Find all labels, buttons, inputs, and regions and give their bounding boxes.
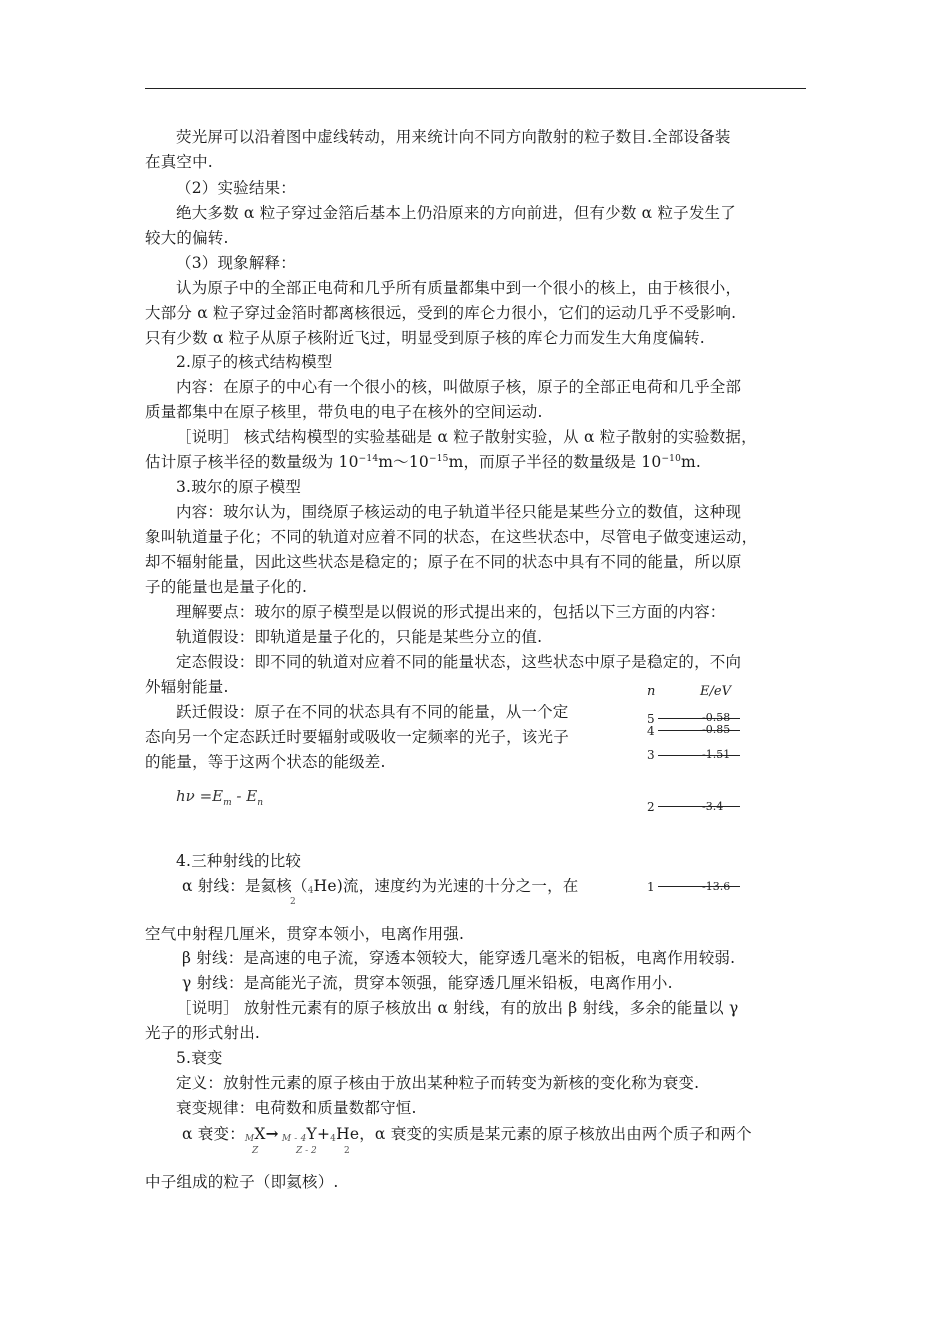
level-value: -3.4	[702, 800, 724, 813]
text-line: 绝大多数 α 粒子穿过金箔后基本上仍沿原来的方向前进，但有少数 α 粒子发生了	[176, 204, 736, 222]
diagram-header-energy: E/eV	[700, 684, 731, 699]
estimate-line: 估计原子核半径的数量级为 $10^{-14}m\sim 10^{-15}m$，而原子半径的数量级是 $10^{-10}m$.	[145, 453, 702, 471]
text-line: 轨道假设：即轨道是量子化的，只能是某些分立的值.	[176, 628, 543, 646]
text-line: 光子的形式射出.	[145, 1024, 261, 1042]
text-line: 衰变规律：电荷数和质量数都守恒.	[176, 1099, 417, 1117]
energy-level-diagram	[640, 680, 770, 900]
text-line: 象叫轨道量子化；不同的轨道对应着不同的状态，在这些状态中，尽管电子做变速运动，	[145, 528, 758, 546]
text-line: 内容：在原子的中心有一个很小的核，叫做原子核，原子的全部正电荷和几乎全部	[176, 378, 742, 396]
text-line: 的能量，等于这两个状态的能级差.	[145, 753, 386, 771]
level-number: 5	[647, 712, 655, 726]
section-heading: （3）现象解释：	[176, 254, 296, 272]
section-heading: 3.玻尔的原子模型	[176, 478, 302, 496]
x-charge-number: Z	[252, 1146, 259, 1156]
level-value: -13.6	[702, 880, 731, 893]
text-line: 质量都集中在原子核里，带负电的电子在核外的空间运动.	[145, 403, 543, 421]
note-line: ［说明］ 核式结构模型的实验基础是 α 粒子散射实验，从 α 粒子散射的实验数据，	[176, 428, 757, 446]
text-line: 定态假设：即不同的轨道对应着不同的能量状态，这些状态中原子是稳定的，不向	[176, 653, 742, 671]
text-line: γ 射线：是高能光子流，贯穿本领强，能穿透几厘米铅板，电离作用小.	[182, 974, 673, 992]
helium-charge-number: 2	[344, 1146, 350, 1156]
section-heading: （2）实验结果：	[176, 179, 296, 197]
section-heading: 2.原子的核式结构模型	[176, 353, 333, 371]
text-line: 只有少数 α 粒子从原子核附近飞过，明显受到原子核的库仑力而发生大角度偏转.	[145, 329, 705, 347]
section-heading: 5.衰变	[176, 1049, 223, 1067]
text-line: 外辐射能量.	[145, 678, 229, 696]
level-value: -0.58	[702, 711, 731, 724]
level-number: 1	[647, 880, 655, 894]
photon-energy-formula: $h\nu =E_m - E_n$	[176, 787, 263, 808]
level-value: -1.51	[702, 748, 731, 761]
text-line: 大部分 α 粒子穿过金箔时都离核很远，受到的库仑力很小，它们的运动几乎不受影响.	[145, 304, 737, 322]
header-rule	[145, 88, 806, 89]
text-line: 荧光屏可以沿着图中虚线转动，用来统计向不同方向散射的粒子数目.全部设备装	[176, 128, 731, 146]
level-number: 4	[647, 724, 655, 738]
note-line: ［说明］ 放射性元素有的原子核放出 α 射线，有的放出 β 射线，多余的能量以 γ	[176, 999, 739, 1017]
level-number: 3	[647, 748, 655, 762]
text-line: 跃迁假设：原子在不同的状态具有不同的能量，从一个定	[176, 703, 569, 721]
text-line: 子的能量也是量子化的.	[145, 578, 308, 596]
alpha-ray-line: α 射线：是氦核（4He)流，速度约为光速的十分之一，在	[182, 877, 579, 896]
level-value: -0.85	[702, 723, 731, 736]
text-line: 较大的偏转.	[145, 229, 229, 247]
text-line: 定义：放射性元素的原子核由于放出某种粒子而转变为新核的变化称为衰变.	[176, 1074, 700, 1092]
text-line: 理解要点：玻尔的原子模型是以假说的形式提出来的，包括以下三方面的内容：	[176, 603, 726, 621]
text-line: 内容：玻尔认为，围绕原子核运动的电子轨道半径只能是某些分立的数值，这种现	[176, 503, 742, 521]
energy-level-line	[658, 806, 740, 807]
section-heading: 4.三种射线的比较	[176, 852, 302, 870]
diagram-header-n: n	[647, 684, 656, 699]
y-charge-number: Z - 2	[296, 1146, 317, 1156]
text-line: 却不辐射能量，因此这些状态是稳定的；原子在不同的状态中具有不同的能量，所以原	[145, 553, 742, 571]
text-line: 中子组成的粒子（即氦核）.	[145, 1173, 339, 1191]
text-line: 在真空中.	[145, 153, 213, 171]
alpha-decay-line: α 衰变：MX→ M - 4Y+4He，α 衰变的实质是某元素的原子核放出由两个质子和两个	[182, 1124, 752, 1144]
level-number: 2	[647, 800, 655, 814]
text-line: β 射线：是高速的电子流，穿透本领较大，能穿透几毫米的铝板，电离作用较弱.	[182, 949, 736, 967]
text-line: 空气中射程几厘米，贯穿本领小，电离作用强.	[145, 925, 465, 943]
text-line: 态向另一个定态跃迁时要辐射或吸收一定频率的光子，该光子	[145, 728, 569, 746]
helium-charge-number: 2	[290, 897, 296, 907]
text-line: 认为原子中的全部正电荷和几乎所有质量都集中到一个很小的核上，由于核很小，	[176, 279, 742, 297]
